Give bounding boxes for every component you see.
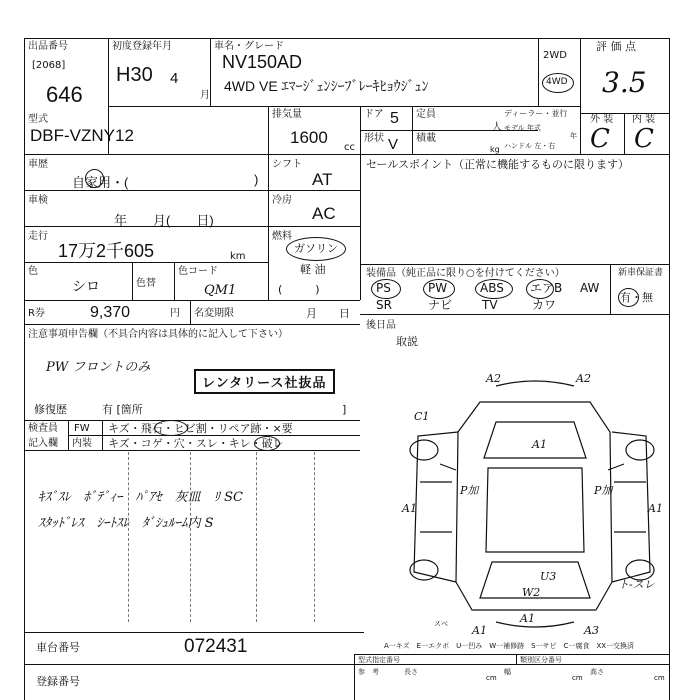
int-items: キズ・コゲ・穴・スレ・キレ・破レ xyxy=(108,437,284,450)
handle-label: ハンドル 左・右 xyxy=(504,142,556,150)
comment-line-1: ｷｽﾞｽﾚ ﾎﾞﾃﾞｨｰ ﾊﾟｱｾ 灰皿 ﾘ SC xyxy=(38,490,243,505)
width-unit: cm xyxy=(572,674,583,682)
expiry-label: 名変期限 xyxy=(194,308,234,319)
mark-a1-rightside: A1 xyxy=(648,502,663,515)
load-unit: kg xyxy=(490,145,500,154)
equip-aw: AW xyxy=(580,281,600,295)
year-unit: 年 xyxy=(570,132,577,140)
pw-circle xyxy=(423,279,455,299)
fw-label: FW xyxy=(74,423,90,434)
history-circle xyxy=(85,169,104,188)
equip-ps: PS xyxy=(376,281,391,295)
mark-a1-leftside: A1 xyxy=(402,502,417,515)
mark-u3: U3 xyxy=(540,570,557,583)
repair-close: ] xyxy=(342,403,347,416)
length-unit: cm xyxy=(486,674,497,682)
era-year: H30 xyxy=(116,64,153,86)
warranty-value: 有・無 xyxy=(620,291,653,304)
month-unit: 月 xyxy=(200,90,210,101)
expiry-value: 月 日 xyxy=(306,307,350,320)
type-label: 型式 xyxy=(28,114,48,125)
load-label: 積載 xyxy=(416,133,436,144)
shape-label: 形状 xyxy=(364,133,384,144)
afterfit-value: 取説 xyxy=(396,335,418,348)
mark-a1-rear-left: A1 xyxy=(472,624,487,637)
equip-abs: ABS xyxy=(480,281,504,295)
grade: 4WD VE ｴﾏｰｼﾞｪﾝｼｰﾌﾞﾚｰｷﾋｮｳｼﾞｭﾝ xyxy=(224,78,429,94)
equip-tv: TV xyxy=(482,298,498,312)
capacity-label: 定員 xyxy=(416,109,436,120)
auction-sheet xyxy=(24,38,670,700)
fuel-gas: ガソリン xyxy=(294,242,338,255)
height-label: 高さ xyxy=(590,668,604,676)
shift-value: AT xyxy=(312,170,333,189)
chassis-value: 072431 xyxy=(184,636,248,657)
inspection-label: 車検 xyxy=(28,195,48,206)
drive-2wd: 2WD xyxy=(543,50,567,61)
score-label: 評 価 点 xyxy=(596,40,636,53)
reg-month: 4 xyxy=(170,70,179,87)
notes-label: 注意事項申告欄（不具合内容は具体的に記入して下さい） xyxy=(28,329,288,340)
color-value: シロ xyxy=(72,278,100,294)
fuel-paren: ( ) xyxy=(278,283,320,296)
equip-navi: ナビ xyxy=(428,298,453,312)
rental-stamp: レンタリース社抜品 xyxy=(194,369,335,394)
shape-value: V xyxy=(388,136,399,153)
chassis-label: 車台番号 xyxy=(36,641,80,654)
inspection-value: 年 月( 日) xyxy=(114,213,214,228)
afterfit-label: 後日品 xyxy=(366,320,396,331)
recycle-label: R券 xyxy=(28,308,45,319)
displacement-value: 1600 xyxy=(290,128,328,147)
history-label: 車歴 xyxy=(28,159,48,170)
equip-airbag: エアB xyxy=(530,281,563,295)
recycle-unit: 円 xyxy=(170,308,180,319)
mark-a2-left: A2 xyxy=(486,372,501,385)
sales-label: セールスポイント（正常に機能するものに限ります） xyxy=(366,158,630,171)
displacement-unit: cc xyxy=(344,142,355,153)
warranty-label: 新車保証書 xyxy=(618,268,664,278)
inspector-label2: 記入欄 xyxy=(28,438,58,449)
lot-label: 出品番号 xyxy=(28,41,68,52)
fw-items: キズ・飛石・ヒビ割・リペア跡・×要 xyxy=(108,422,293,435)
recycle-value: 9,370 xyxy=(90,304,131,321)
drive-4wd: 4WD xyxy=(546,77,568,87)
model-grade-label: 車名・グレード xyxy=(214,41,284,52)
int-label: 内 装 xyxy=(632,114,656,125)
comment-line-2: ｽﾀｯﾄﾞﾚｽ ｼｰﾄｽﾚ ﾀﾞｼｭﾙｰﾑ内 S xyxy=(38,516,214,531)
mark-tire-scuff: ト-スレ xyxy=(618,578,655,591)
mark-p-left: P加 xyxy=(460,484,479,497)
mileage-label: 走行 xyxy=(28,231,48,242)
model-name: NV150AD xyxy=(222,52,303,72)
lot-sub: [2068] xyxy=(32,60,66,71)
int-value: C xyxy=(634,124,654,154)
int-row-label: 内装 xyxy=(72,438,92,449)
mark-w2: W2 xyxy=(522,586,541,599)
equip-sr: SR xyxy=(376,298,392,312)
mark-a1-roof: A1 xyxy=(532,438,547,451)
category-label: 類別区分番号 xyxy=(520,656,562,664)
width-label: 幅 xyxy=(504,668,511,676)
notes-text: PW フロントのみ xyxy=(46,360,151,375)
shift-label: シフト xyxy=(272,159,302,170)
abs-circle xyxy=(475,279,513,299)
doors-value: 5 xyxy=(390,110,399,127)
height-unit: cm xyxy=(654,674,665,682)
score-value: 3.5 xyxy=(602,66,647,99)
first-reg-label: 初度登録年月 xyxy=(112,41,172,52)
color-code-label: 色コード xyxy=(178,266,218,277)
color-label: 色 xyxy=(28,266,38,277)
ext-label: 外 装 xyxy=(590,114,614,125)
mileage-unit: km xyxy=(230,251,246,262)
warranty-circle xyxy=(618,288,639,307)
length-label: 長さ xyxy=(404,668,418,676)
mark-a2-right: A2 xyxy=(576,372,591,385)
type-value: DBF-VZNY12 xyxy=(30,126,134,145)
displacement-label: 排気量 xyxy=(272,109,302,120)
repair-value: 有 [箇所 xyxy=(102,403,143,416)
lot-number: 646 xyxy=(46,82,83,107)
int-circle xyxy=(254,436,280,451)
equip-pw: PW xyxy=(428,281,448,295)
ps-circle xyxy=(371,279,401,299)
equip-leather: カワ xyxy=(532,298,557,312)
repair-label: 修復歴 xyxy=(34,403,67,416)
equipment-label: 装備品（純正品に限り○を付けてください） xyxy=(366,268,565,279)
fw-circle xyxy=(154,420,188,436)
scuff-label: スベ xyxy=(434,620,448,628)
fuel-diesel: 軽 油 xyxy=(300,263,326,276)
dealer-label: ディーラー・並行 xyxy=(504,109,568,118)
airbag-circle xyxy=(526,279,554,299)
damage-legend: A一キズ E一エクボ U一凹み W一補修跡 S一サビ C一腐食 XX一交換済 xyxy=(384,642,635,650)
mark-p-right: P加 xyxy=(594,484,613,497)
mileage-value: 17万2千605 xyxy=(58,241,155,261)
registration-label: 登録番号 xyxy=(36,675,80,688)
approval-label: 型式指定番号 xyxy=(358,656,400,664)
mark-a1-rear: A1 xyxy=(520,612,535,625)
capacity-unit: 人 xyxy=(492,122,502,133)
history-close: ) xyxy=(254,172,259,187)
ac-label: 冷房 xyxy=(272,195,292,206)
fuel-label: 燃料 xyxy=(272,231,292,242)
color-code-value: QM1 xyxy=(204,283,237,298)
ext-value: C xyxy=(590,124,610,154)
ac-value: AC xyxy=(312,204,336,223)
history-options: 自家用・( xyxy=(72,175,129,190)
model-year-label: モデル 年式 xyxy=(504,124,541,132)
ref-label: 参 考 xyxy=(358,668,379,676)
color-swap-label: 色替 xyxy=(136,278,156,289)
doors-label: ドア xyxy=(364,109,384,120)
inspector-label1: 検査員 xyxy=(28,423,58,434)
mark-c1: C1 xyxy=(414,410,430,423)
mark-a3: A3 xyxy=(584,624,599,637)
